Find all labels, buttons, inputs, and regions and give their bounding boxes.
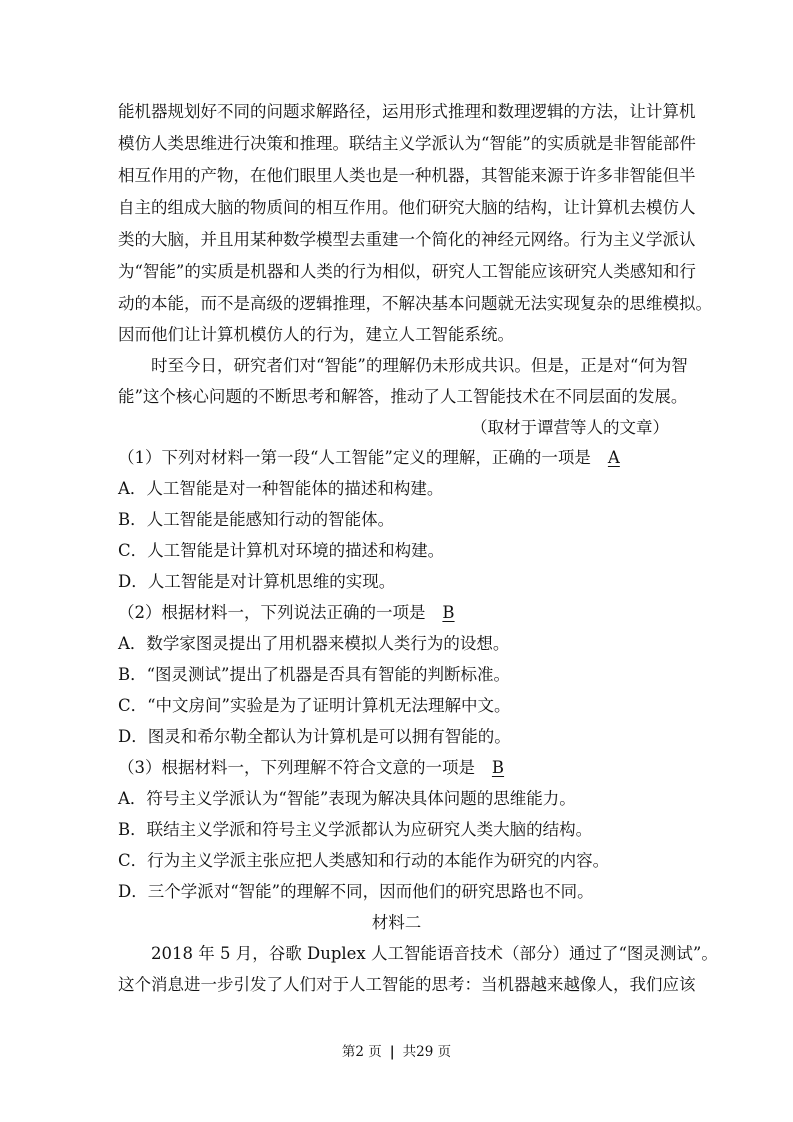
- paragraph-line: 为“智能”的实质是机器和人类的行为相似，研究人工智能应该研究人类感知和行: [118, 262, 696, 281]
- paragraph-line: 相互作用的产物，在他们眼里人类也是一种机器，其智能来源于许多非智能但半: [118, 166, 696, 185]
- question-2-stem: [118, 603, 472, 623]
- question-1-stem: [118, 448, 637, 468]
- footer-separator: |: [389, 1044, 395, 1060]
- answer-blank: B: [491, 758, 505, 777]
- option-b: B．联结主义学派和符号主义学派都认为应研究人类大脑的结构。: [118, 820, 593, 839]
- option-a: A．人工智能是对一种智能体的描述和构建。: [118, 479, 444, 498]
- paragraph-line: 这个消息进一步引发了人们对于人工智能的思考：当机器越来越像人，我们应该: [118, 975, 696, 994]
- option-c: C．人工智能是计算机对环境的描述和构建。: [118, 541, 445, 560]
- paragraph-line: 动的本能，而不是高级的逻辑推理，不解决基本问题就无法实现复杂的思维模拟。: [118, 294, 712, 313]
- option-a: A．数学家图灵提出了用机器来模拟人类行为的设想。: [118, 634, 510, 653]
- paragraph-line: 时至今日，研究者们对“智能”的理解仍未形成共识。但是，正是对“何为智: [151, 356, 688, 375]
- answer-blank: A: [607, 448, 620, 467]
- page-number: 第2 页: [341, 1044, 382, 1060]
- option-a: A．符号主义学派认为“智能”表现为解决具体问题的思维能力。: [118, 789, 576, 808]
- question-stem-text: （3）根据材料一，下列理解不符合文意的一项是: [118, 758, 475, 777]
- option-c: C．行为主义学派主张应把人类感知和行动的本能作为研究的内容。: [118, 851, 610, 870]
- paragraph-line: 因而他们让计算机模仿人的行为，建立人工智能系统。: [118, 325, 514, 344]
- page-footer: [0, 1040, 793, 1060]
- question-3-stem: [118, 758, 521, 778]
- question-stem-text: （1）下列对材料一第一段“人工智能”定义的理解，正确的一项是: [118, 448, 591, 467]
- option-b: B．人工智能是能感知行动的智能体。: [118, 510, 395, 529]
- source-citation: （取材于谭营等人的文章）: [471, 418, 669, 437]
- answer-blank: B: [442, 603, 455, 622]
- section-heading: 材料二: [371, 913, 422, 932]
- paragraph-line: 模仿人类思维进行决策和推理。联结主义学派认为“智能”的实质就是非智能部件: [118, 134, 696, 153]
- paragraph-line: 能机器规划好不同的问题求解路径，运用形式推理和数理逻辑的方法，让计算机: [118, 102, 696, 121]
- option-d: D．图灵和希尔勒全都认为计算机是可以拥有智能的。: [118, 727, 511, 746]
- option-c: C．“中文房间”实验是为了证明计算机无法理解中文。: [118, 696, 511, 715]
- total-pages: 共29 页: [402, 1044, 452, 1060]
- option-d: D．三个学派对“智能”的理解不同，因而他们的研究思路也不同。: [118, 882, 594, 901]
- paragraph-line: 自主的组成大脑的物质间的相互作用。他们研究大脑的结构，让计算机去模仿人: [118, 198, 696, 217]
- option-d: D．人工智能是对计算机思维的实现。: [118, 572, 396, 591]
- paragraph-line: 能”这个核心问题的不断思考和解答，推动了人工智能技术在不同层面的发展。: [118, 387, 688, 406]
- question-stem-text: （2）根据材料一，下列说法正确的一项是: [118, 603, 426, 622]
- paragraph-line: 2018 年 5 月，谷歌 Duplex 人工智能语音技术（部分）通过了“图灵测试”。: [151, 944, 718, 963]
- option-b: B．“图灵测试”提出了机器是否具有智能的判断标准。: [118, 665, 510, 684]
- paragraph-line: 类的大脑，并且用某种数学模型去重建一个简化的神经元网络。行为主义学派认: [118, 230, 696, 249]
